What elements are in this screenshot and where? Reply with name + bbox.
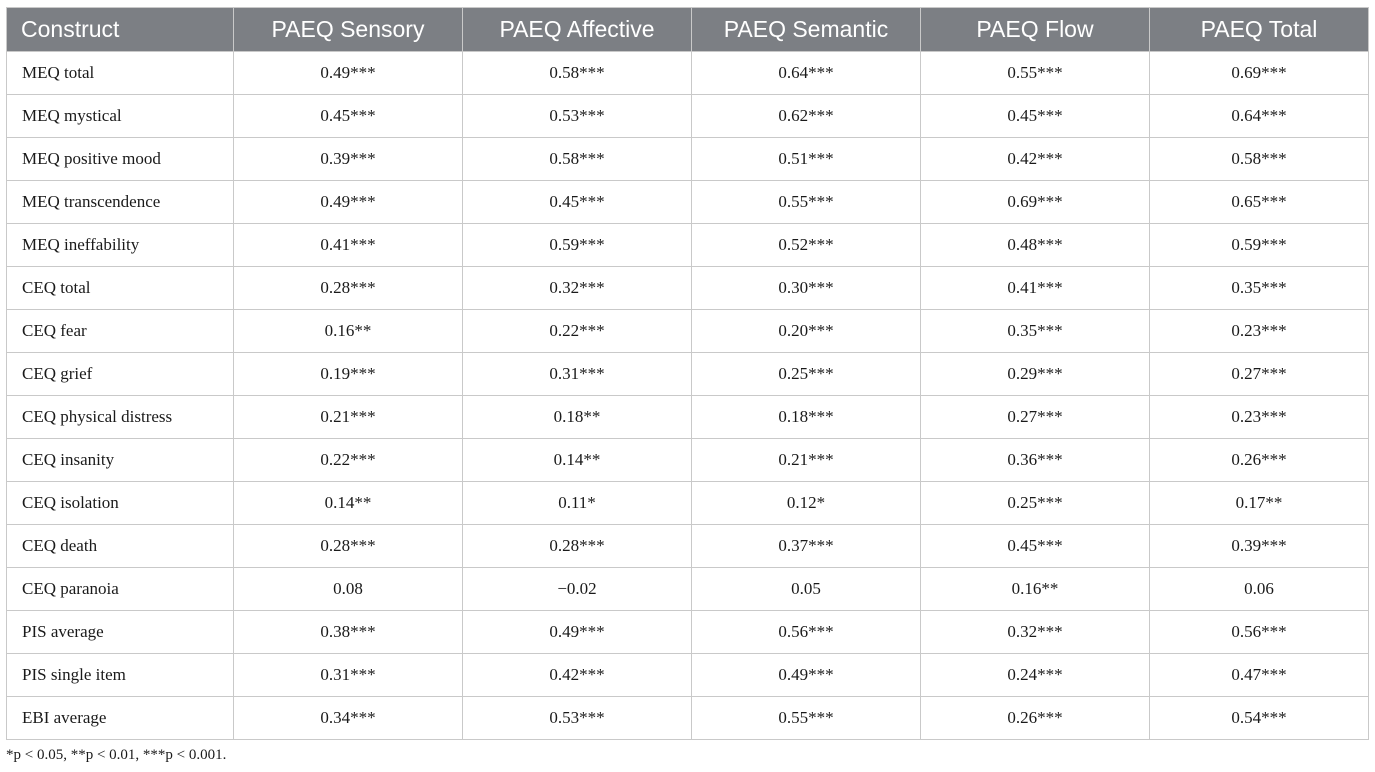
correlation-cell: 0.65*** (1150, 181, 1369, 224)
correlation-cell: 0.31*** (234, 654, 463, 697)
correlation-cell: 0.17** (1150, 482, 1369, 525)
construct-label: CEQ fear (7, 310, 234, 353)
table-row (7, 654, 1369, 697)
correlation-cell: 0.29*** (921, 353, 1150, 396)
table-body (7, 52, 1369, 740)
correlation-cell: 0.51*** (692, 138, 921, 181)
construct-label: MEQ positive mood (7, 138, 234, 181)
correlation-cell: 0.28*** (234, 267, 463, 310)
table-row (7, 181, 1369, 224)
table-row (7, 568, 1369, 611)
correlation-cell: 0.54*** (1150, 697, 1369, 740)
table-row (7, 224, 1369, 267)
correlation-cell: 0.42*** (463, 654, 692, 697)
table-row (7, 525, 1369, 568)
correlation-cell: 0.49*** (463, 611, 692, 654)
correlation-cell: 0.56*** (692, 611, 921, 654)
construct-label: CEQ physical distress (7, 396, 234, 439)
correlation-cell: 0.69*** (921, 181, 1150, 224)
correlation-cell: 0.39*** (234, 138, 463, 181)
correlation-cell: 0.39*** (1150, 525, 1369, 568)
correlation-cell: 0.36*** (921, 439, 1150, 482)
construct-label: CEQ death (7, 525, 234, 568)
correlation-cell: 0.05 (692, 568, 921, 611)
header-cell: PAEQ Affective (463, 8, 692, 52)
correlation-cell: 0.18*** (692, 396, 921, 439)
correlation-cell: 0.41*** (921, 267, 1150, 310)
correlation-cell: 0.55*** (921, 52, 1150, 95)
correlation-cell: 0.38*** (234, 611, 463, 654)
correlation-cell: 0.45*** (234, 95, 463, 138)
header-cell: PAEQ Flow (921, 8, 1150, 52)
correlation-cell: 0.18** (463, 396, 692, 439)
table-row (7, 439, 1369, 482)
correlation-cell: 0.23*** (1150, 310, 1369, 353)
correlation-cell: 0.27*** (1150, 353, 1369, 396)
correlation-cell: 0.14** (463, 439, 692, 482)
correlation-cell: 0.11* (463, 482, 692, 525)
header-cell: Construct (7, 8, 234, 52)
header-cell: PAEQ Semantic (692, 8, 921, 52)
correlation-cell: 0.52*** (692, 224, 921, 267)
correlation-cell: 0.58*** (463, 52, 692, 95)
correlation-cell: 0.14** (234, 482, 463, 525)
correlation-cell: 0.20*** (692, 310, 921, 353)
correlation-cell: 0.30*** (692, 267, 921, 310)
correlation-cell: 0.22*** (234, 439, 463, 482)
correlation-cell: 0.32*** (921, 611, 1150, 654)
correlation-cell: 0.64*** (692, 52, 921, 95)
correlation-cell: 0.12* (692, 482, 921, 525)
construct-label: CEQ total (7, 267, 234, 310)
correlation-cell: 0.21*** (692, 439, 921, 482)
header-cell: PAEQ Total (1150, 8, 1369, 52)
correlation-cell: 0.55*** (692, 697, 921, 740)
correlation-cell: 0.28*** (463, 525, 692, 568)
correlation-cell: 0.31*** (463, 353, 692, 396)
correlation-cell: 0.35*** (1150, 267, 1369, 310)
correlation-cell: 0.35*** (921, 310, 1150, 353)
correlation-cell: 0.45*** (463, 181, 692, 224)
table-row (7, 310, 1369, 353)
correlation-cell: 0.08 (234, 568, 463, 611)
correlation-cell: 0.59*** (1150, 224, 1369, 267)
construct-label: MEQ transcendence (7, 181, 234, 224)
table-row (7, 52, 1369, 95)
correlation-cell: 0.69*** (1150, 52, 1369, 95)
correlation-cell: 0.06 (1150, 568, 1369, 611)
construct-label: EBI average (7, 697, 234, 740)
table-row (7, 697, 1369, 740)
table-footnote: *p < 0.05, **p < 0.01, ***p < 0.001. (6, 747, 227, 763)
correlation-cell: 0.58*** (463, 138, 692, 181)
correlation-cell: 0.16** (234, 310, 463, 353)
correlation-cell: 0.26*** (1150, 439, 1369, 482)
table-row (7, 267, 1369, 310)
correlation-cell: −0.02 (463, 568, 692, 611)
table-row (7, 138, 1369, 181)
table-row (7, 611, 1369, 654)
construct-label: MEQ mystical (7, 95, 234, 138)
header-row (7, 8, 1369, 52)
correlation-cell: 0.62*** (692, 95, 921, 138)
correlation-cell: 0.25*** (692, 353, 921, 396)
correlation-cell: 0.34*** (234, 697, 463, 740)
correlation-cell: 0.45*** (921, 95, 1150, 138)
correlation-cell: 0.53*** (463, 697, 692, 740)
correlation-cell: 0.42*** (921, 138, 1150, 181)
correlation-cell: 0.22*** (463, 310, 692, 353)
table-row (7, 396, 1369, 439)
correlation-cell: 0.19*** (234, 353, 463, 396)
correlation-cell: 0.21*** (234, 396, 463, 439)
correlation-cell: 0.56*** (1150, 611, 1369, 654)
correlation-table (6, 7, 1369, 740)
construct-label: PIS single item (7, 654, 234, 697)
construct-label: CEQ isolation (7, 482, 234, 525)
correlation-cell: 0.41*** (234, 224, 463, 267)
correlation-cell: 0.23*** (1150, 396, 1369, 439)
table-row (7, 482, 1369, 525)
correlation-cell: 0.53*** (463, 95, 692, 138)
correlation-cell: 0.25*** (921, 482, 1150, 525)
correlation-cell: 0.64*** (1150, 95, 1369, 138)
construct-label: PIS average (7, 611, 234, 654)
correlation-cell: 0.45*** (921, 525, 1150, 568)
correlation-cell: 0.49*** (692, 654, 921, 697)
correlation-cell: 0.26*** (921, 697, 1150, 740)
construct-label: MEQ ineffability (7, 224, 234, 267)
correlation-cell: 0.16** (921, 568, 1150, 611)
table-row (7, 353, 1369, 396)
correlation-cell: 0.28*** (234, 525, 463, 568)
correlation-cell: 0.59*** (463, 224, 692, 267)
correlation-cell: 0.55*** (692, 181, 921, 224)
table-row (7, 95, 1369, 138)
construct-label: CEQ paranoia (7, 568, 234, 611)
construct-label: MEQ total (7, 52, 234, 95)
correlation-cell: 0.37*** (692, 525, 921, 568)
correlation-cell: 0.49*** (234, 181, 463, 224)
correlation-cell: 0.27*** (921, 396, 1150, 439)
correlation-cell: 0.24*** (921, 654, 1150, 697)
correlation-cell: 0.49*** (234, 52, 463, 95)
header-cell: PAEQ Sensory (234, 8, 463, 52)
correlation-cell: 0.58*** (1150, 138, 1369, 181)
correlation-cell: 0.47*** (1150, 654, 1369, 697)
construct-label: CEQ insanity (7, 439, 234, 482)
correlation-cell: 0.48*** (921, 224, 1150, 267)
construct-label: CEQ grief (7, 353, 234, 396)
correlation-cell: 0.32*** (463, 267, 692, 310)
